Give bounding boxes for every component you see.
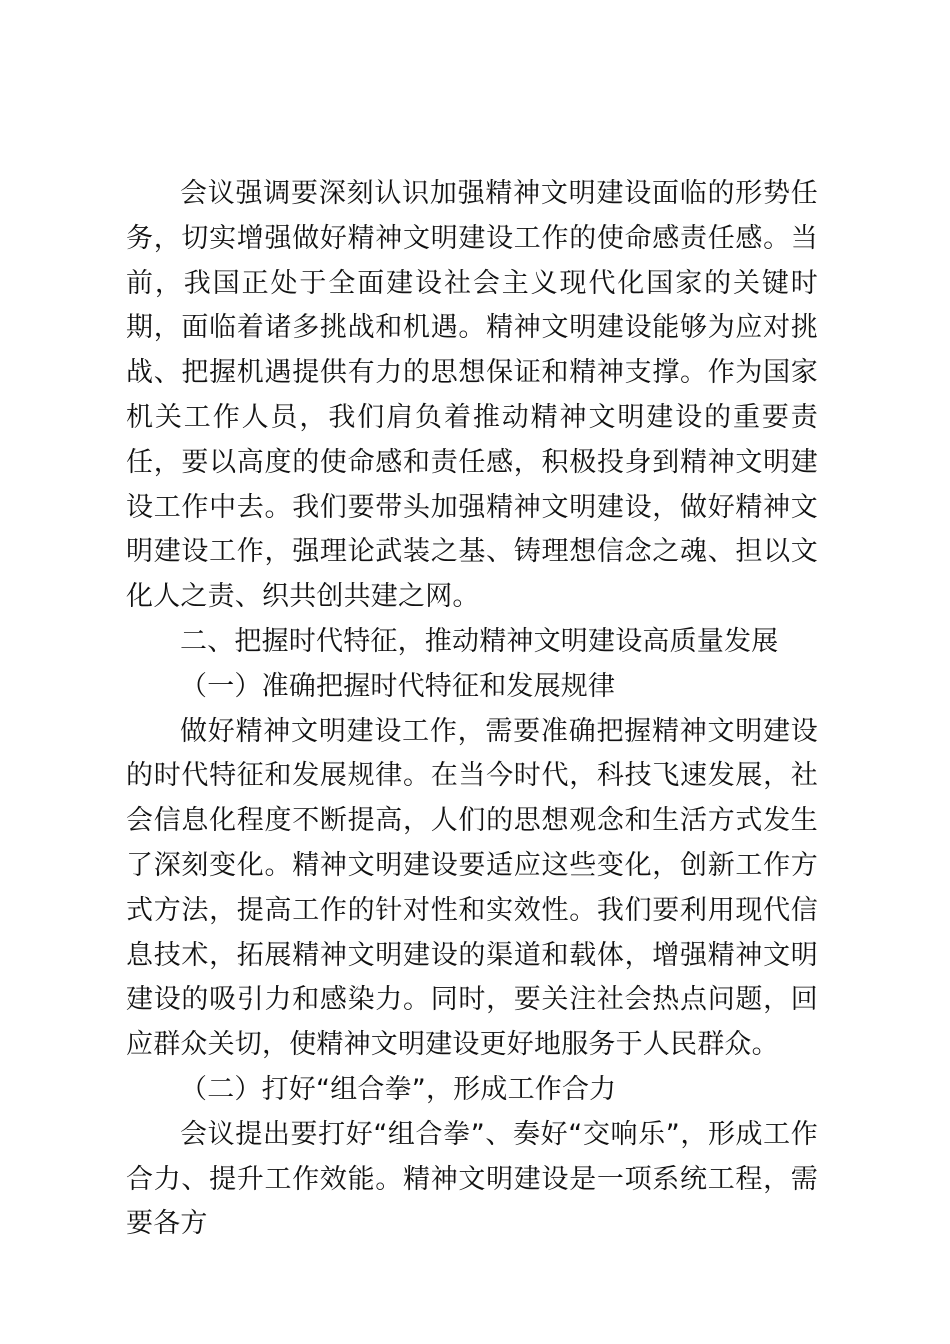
- paragraph-combination-punch: 会议提出要打好“组合拳”、奏好“交响乐”，形成工作合力、提升工作效能。精神文明建设是一项系统工程，需要各方: [126, 1118, 818, 1240]
- section-heading-two: 二、把握时代特征，推动精神文明建设高质量发展: [180, 625, 779, 657]
- document-page: [126, 172, 818, 1247]
- paragraph-era-characteristics: 做好精神文明建设工作，需要准确把握精神文明建设的时代特征和发展规律。在当今时代，科技飞速发展，社会信息化程度不断提高，人们的思想观念和生活方式发生了深刻变化。精神文明建设要适应这些变化，创新工作方式方法，提高工作的针对性和实效性。我们要利用现代信息技术，拓展精神文明建设的渠道和载体，增强精神文明建设的吸引力和感染力。同时，要关注社会热点问题，回应群众关切，使精神文明建设更好地服务于人民群众。: [126, 715, 818, 1061]
- paragraph-mission-awareness: 会议强调要深刻认识加强精神文明建设面临的形势任务，切实增强做好精神文明建设工作的使命感责任感。当前，我国正处于全面建设社会主义现代化国家的关键时期，面临着诸多挑战和机遇。精神文明建设能够为应对挑战、把握机遇提供有力的思想保证和精神支撑。作为国家机关工作人员，我们肩负着推动精神文明建设的重要责任，要以高度的使命感和责任感，积极投身到精神文明建设工作中去。我们要带头加强精神文明建设，做好精神文明建设工作，强理论武装之基、铸理想信念之魂、担以文化人之责、织共创共建之网。: [126, 178, 818, 613]
- subheading-two: （二）打好“组合拳”，形成工作合力: [180, 1073, 617, 1105]
- subheading-one: （一）准确把握时代特征和发展规律: [180, 670, 616, 702]
